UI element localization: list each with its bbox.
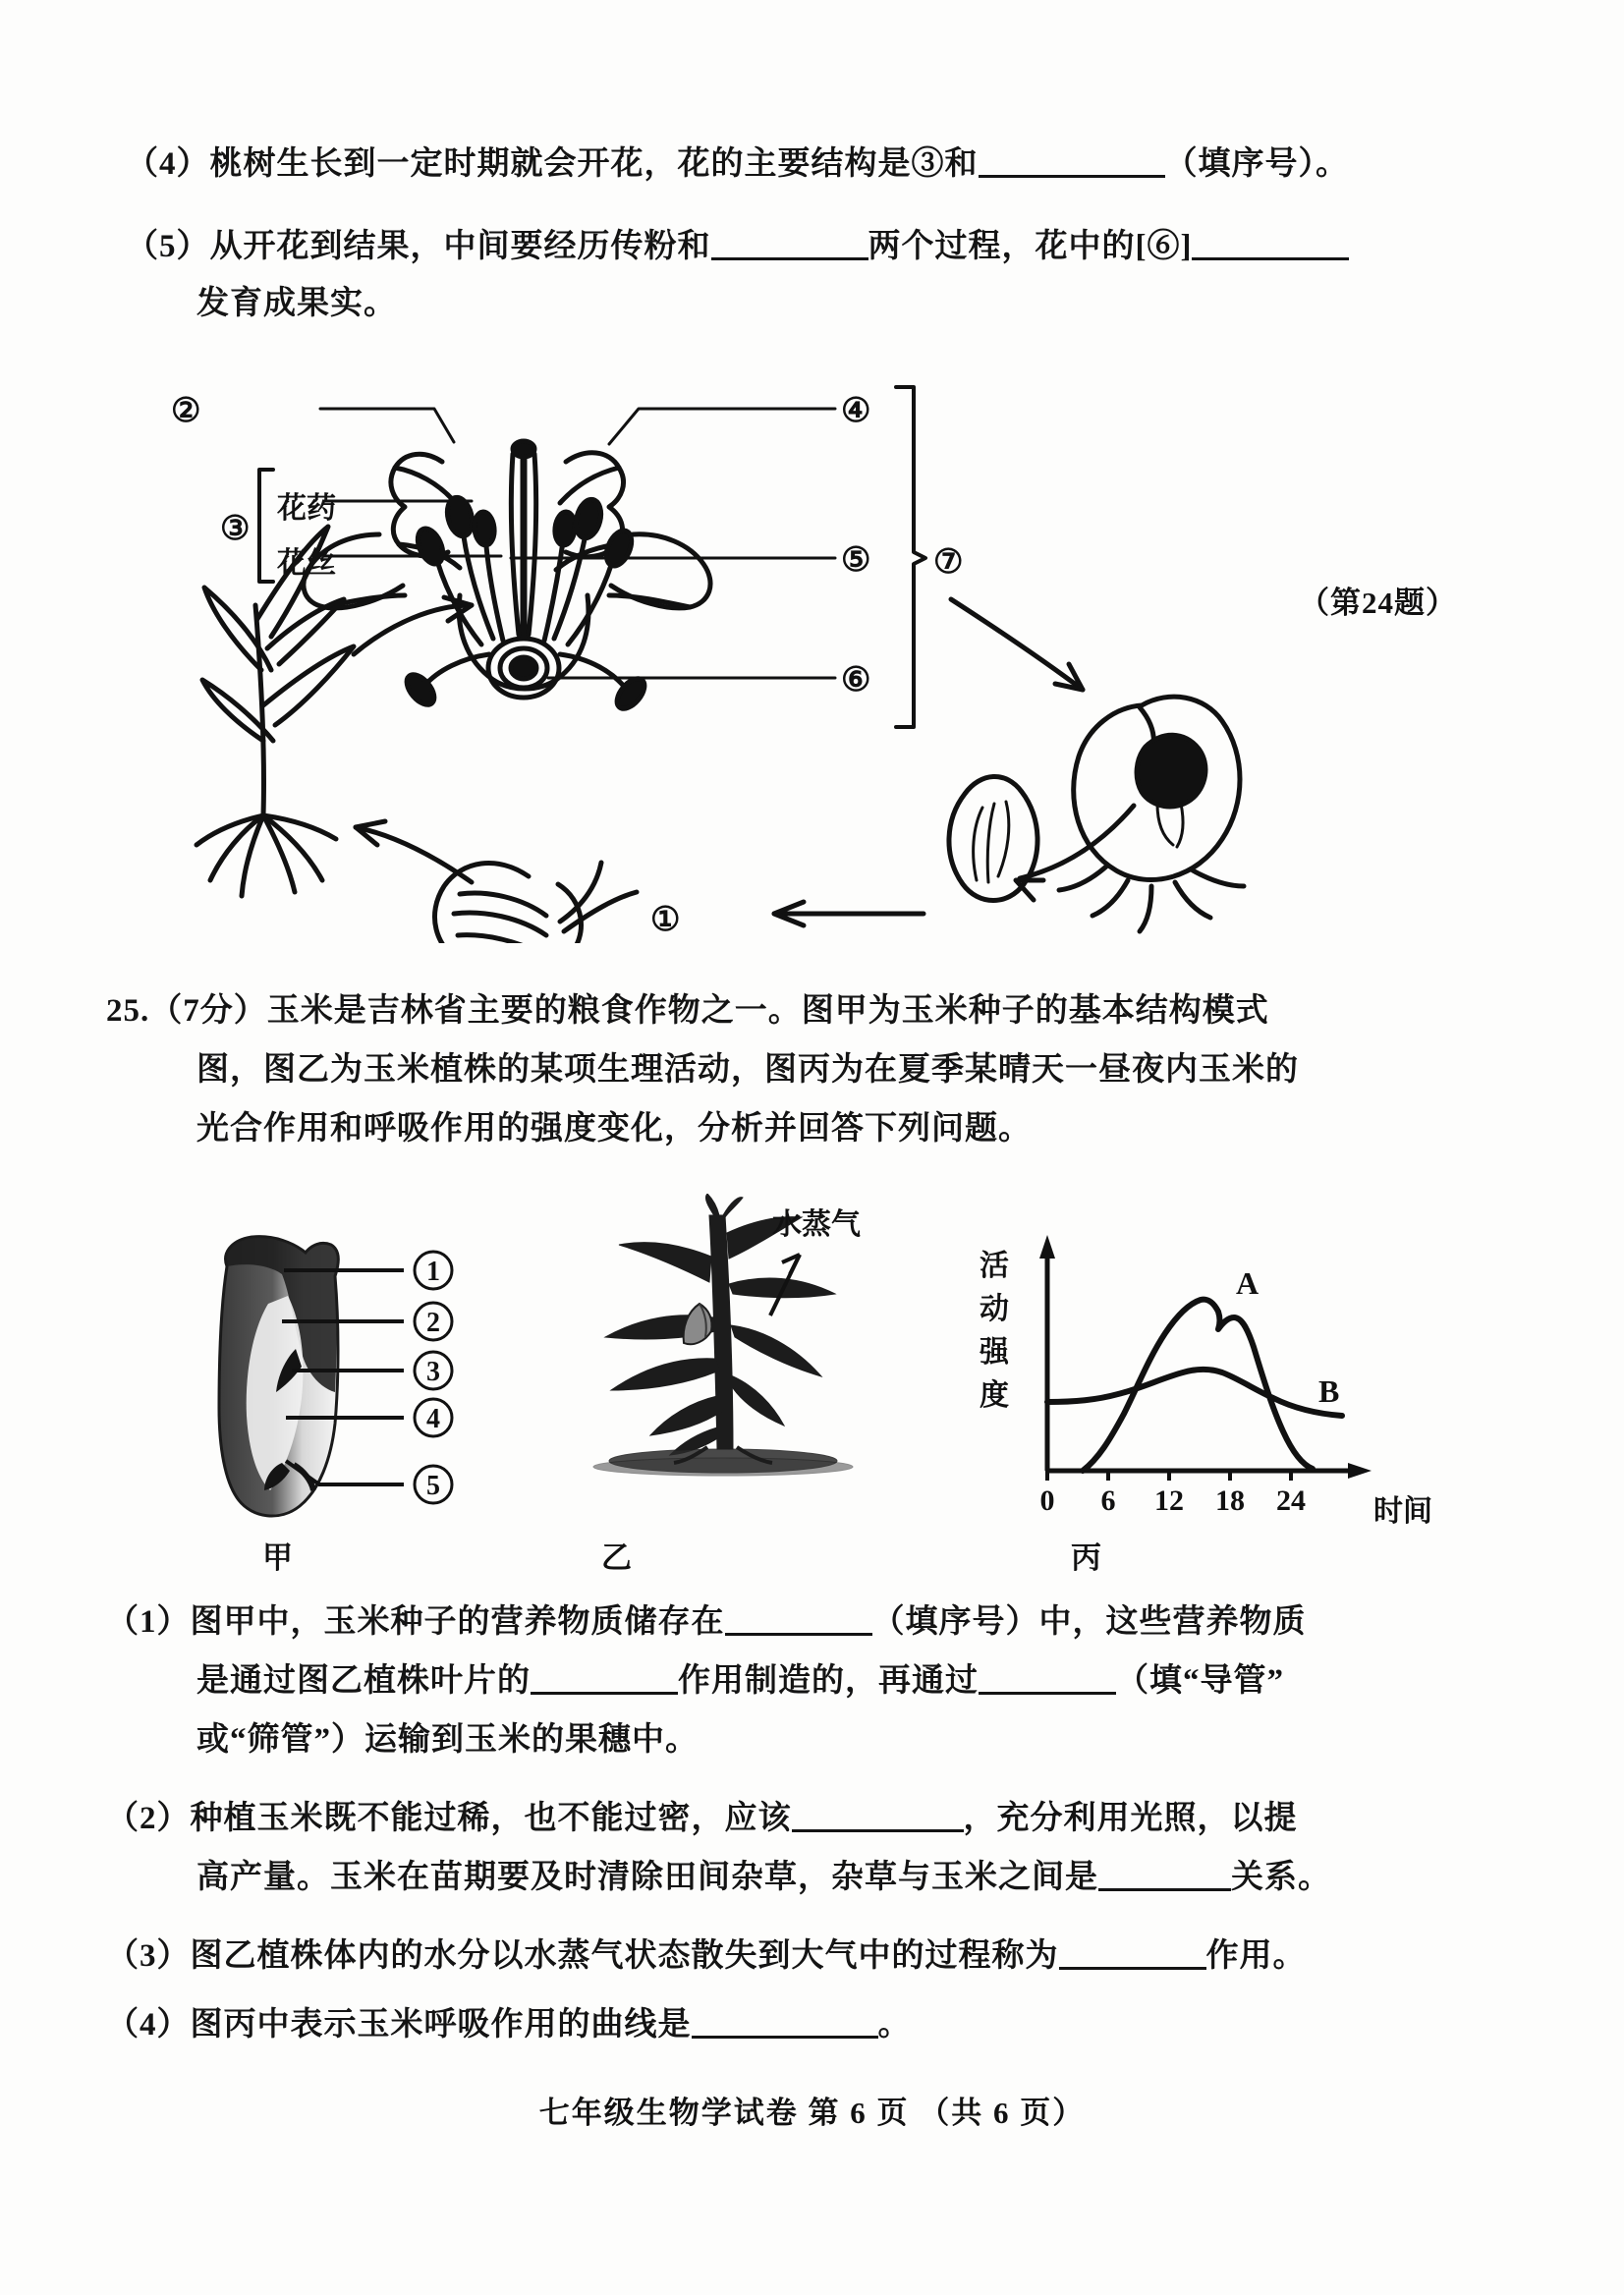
svg-text:3: 3	[426, 1357, 440, 1387]
seed-drawing	[949, 776, 1037, 900]
q25-2-number: （2）	[106, 1801, 191, 1836]
bracket-7	[896, 387, 925, 727]
curve-b	[1047, 1370, 1342, 1416]
q24-4-answer-blank[interactable]	[979, 149, 1165, 178]
seedling-drawing	[196, 527, 354, 896]
q25-2-text-3: 高产量。玉米在苗期要及时清除田间杂草，杂草与玉米之间是	[196, 1860, 1098, 1895]
chart-y-axis-label	[977, 1245, 1012, 1418]
figure-caption-yi: 乙	[601, 1540, 632, 1575]
question-25-item-1-line-1	[106, 1594, 1307, 1651]
q25-3-blank-1[interactable]	[1059, 1941, 1206, 1970]
q24-5-answer-blank-2[interactable]	[1192, 232, 1349, 260]
svg-text:5: 5	[426, 1471, 440, 1501]
question-25-figures	[147, 1194, 1484, 1547]
q25-1-text-3: 是通过图乙植株叶片的	[196, 1663, 531, 1699]
question-25-stem-line-1	[106, 982, 1269, 1039]
chart-x-axis-label: 时间	[1373, 1495, 1432, 1528]
q24-4-text-1: 桃树生长到一定时期就会开花，花的主要结构是③和	[209, 146, 979, 182]
flower-drawing	[304, 441, 710, 713]
question-24-figure	[147, 324, 1444, 943]
question-25-item-3	[106, 1928, 1307, 1985]
question-25-item-2-line-2	[196, 1849, 1331, 1906]
germinating-seed-drawing	[434, 863, 646, 943]
chart-y-axis-label-char-4: 度	[980, 1379, 1009, 1412]
svg-text:6: 6	[1100, 1484, 1116, 1517]
chart-x-ticklabels	[1040, 1484, 1307, 1517]
question-25-stem-line-3	[196, 1100, 1032, 1157]
cycle-arrows	[354, 597, 1134, 925]
y-axis-arrowhead	[1039, 1235, 1055, 1259]
question-24-item-5-line1	[126, 218, 1349, 275]
chart-y-axis-label-char-1: 活	[980, 1250, 1009, 1282]
svg-text:2: 2	[426, 1308, 440, 1338]
figure-caption-jia: 甲	[262, 1540, 293, 1575]
q24-4-number: （4）	[126, 146, 210, 182]
flower-label-5: ⑤	[841, 542, 871, 579]
q25-1-text-6: 或“筛管”）运输到玉米的果穗中。	[196, 1722, 699, 1758]
q25-stem-text-3: 光合作用和呼吸作用的强度变化，分析并回答下列问题。	[196, 1111, 1032, 1147]
q25-2-text-1: 种植玉米既不能过稀，也不能过密，应该	[190, 1801, 792, 1836]
svg-text:4: 4	[426, 1404, 440, 1434]
figure-24-caption: （第24题）	[1299, 586, 1457, 620]
flower-label-4: ④	[841, 393, 871, 429]
flower-label-6: ⑥	[841, 662, 871, 699]
q25-3-text-2: 作用。	[1205, 1938, 1307, 1974]
activity-intensity-chart	[973, 1213, 1434, 1538]
bracket-3	[259, 470, 273, 582]
flower-label-anther: 花药	[277, 492, 336, 525]
q25-1-text-5: （填“导管”	[1116, 1663, 1284, 1699]
svg-text:0: 0	[1039, 1484, 1055, 1517]
q25-1-blank-2[interactable]	[531, 1666, 678, 1695]
page-footer: 七年级生物学试卷 第 6 页 （共 6 页）	[538, 2096, 1086, 2130]
q25-4-number: （4）	[106, 2007, 191, 2043]
q25-2-text-2: ，充分利用光照，以提	[963, 1801, 1298, 1836]
q24-5-text-3: 发育成果实。	[196, 286, 397, 321]
q25-1-text-2: （填序号）中，这些营养物质	[871, 1604, 1307, 1640]
q25-1-blank-3[interactable]	[979, 1666, 1116, 1695]
fruit-drawing	[1059, 697, 1244, 931]
q24-5-number: （5）	[126, 229, 210, 264]
q25-2-text-4: 关系。	[1231, 1860, 1331, 1895]
q25-2-blank-1[interactable]	[792, 1804, 964, 1832]
q25-4-text-2: 。	[877, 2007, 912, 2043]
q25-4-blank-1[interactable]	[692, 2010, 878, 2039]
seed-label-1: ①	[650, 902, 681, 938]
q24-5-text-1: 从开花到结果，中间要经历传粉和	[209, 229, 711, 264]
svg-text:1: 1	[426, 1257, 440, 1287]
q25-1-text-4: 作用制造的，再通过	[678, 1663, 979, 1699]
q25-1-text-1: 图甲中，玉米种子的营养物质储存在	[190, 1604, 725, 1640]
question-25-item-1-line-3	[196, 1711, 699, 1768]
chart-axes	[1047, 1249, 1358, 1471]
q25-stem-text-1: 25.（7分）玉米是吉林省主要的粮食作物之一。图甲为玉米种子的基本结构模式	[106, 993, 1269, 1029]
q25-1-number: （1）	[106, 1604, 191, 1640]
figure-caption-bing: 丙	[1071, 1540, 1101, 1575]
svg-text:12: 12	[1154, 1484, 1184, 1517]
question-24-item-4	[126, 136, 1349, 193]
q25-stem-text-2: 图，图乙为玉米植株的某项生理活动，图丙为在夏季某晴天一昼夜内玉米的	[196, 1052, 1299, 1088]
svg-text:24: 24	[1276, 1484, 1306, 1517]
curve-a	[1083, 1300, 1313, 1471]
q25-4-text-1: 图丙中表示玉米呼吸作用的曲线是	[190, 2007, 692, 2043]
chart-y-axis-label-char-2: 动	[980, 1293, 1009, 1325]
curve-b-label: B	[1318, 1373, 1340, 1409]
flower-label-2: ②	[171, 393, 201, 429]
curve-a-label: A	[1236, 1265, 1260, 1301]
flower-life-cycle-diagram	[147, 324, 1444, 943]
flower-label-filament: 花丝	[277, 547, 336, 580]
water-vapor-label: 水蒸气	[772, 1208, 861, 1241]
chart-y-axis-label-char-3: 强	[980, 1336, 1009, 1369]
question-25-item-1-line-2	[196, 1652, 1284, 1709]
q25-3-text-1: 图乙植株体内的水分以水蒸气状态散失到大气中的过程称为	[190, 1938, 1059, 1974]
svg-text:18: 18	[1215, 1484, 1245, 1517]
q25-2-blank-2[interactable]	[1098, 1863, 1231, 1891]
question-25-stem-line-2	[196, 1041, 1299, 1098]
question-25-item-2-line-1	[106, 1790, 1298, 1847]
q24-4-text-2: （填序号）。	[1164, 146, 1349, 182]
q25-1-blank-1[interactable]	[725, 1607, 872, 1636]
x-axis-arrowhead	[1348, 1463, 1372, 1479]
flower-label-7: ⑦	[933, 544, 964, 581]
flower-label-3: ③	[220, 511, 251, 547]
q24-5-text-2: 两个过程，花中的[⑥]	[868, 229, 1193, 264]
corn-seed-figure	[192, 1205, 506, 1539]
q25-3-number: （3）	[106, 1938, 191, 1974]
question-25-item-4	[106, 1996, 912, 2053]
corn-plant-figure	[560, 1194, 914, 1538]
q24-5-answer-blank-1[interactable]	[711, 232, 868, 260]
